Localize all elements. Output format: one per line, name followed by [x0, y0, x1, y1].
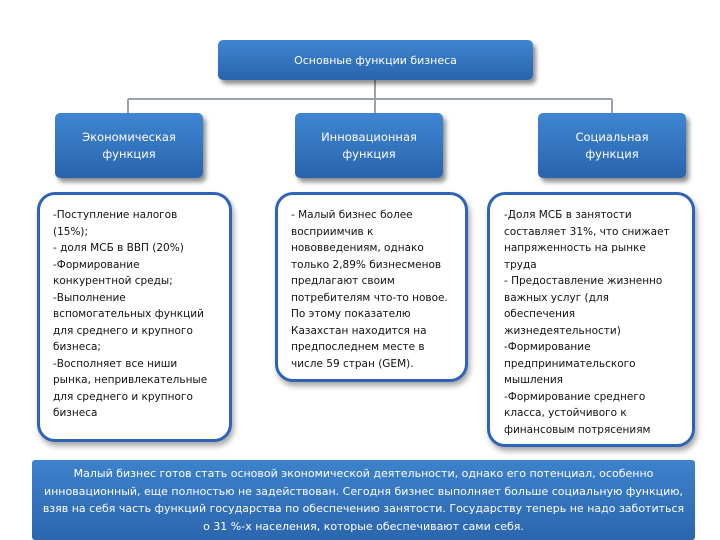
social-function-box	[538, 113, 686, 178]
innovation-function-title: Инновационная функция	[321, 129, 417, 161]
innovation-function-details: - Малый бизнес более восприимчив к нововведениям, однако только 2,89% бизнесменов предлагают своим потребителям что-то новое. По этому показателю Казахстан находится на предпоследнем месте в числе 59 стран (GEM).	[275, 192, 468, 382]
economic-function-details: -Поступление налогов (15%); - доля МСБ в ВВП (20%) -Формирование конкурентной среды; -Выполнение вспомогательных функций для среднего и крупного бизнеса; -Восполняет все ниши рынка, непривлекательные для среднего и крупного бизнеса	[37, 192, 232, 442]
summary-box	[32, 460, 695, 540]
economic-function-box	[55, 113, 203, 178]
summary-text: Малый бизнес готов стать основой экономической деятельности, однако его потенциал, особенно инновационный, еще полностью не задействован. Сегодня бизнес выполняет больше социальную функцию, взяв на себя часть функций государства по обеспечению занятости. Государству теперь не надо заботиться о 31 %-х населения, которые обеспечивают сами себя.	[42, 467, 685, 533]
social-function-title: Социальная функция	[575, 129, 649, 161]
main-functions-title: Основные функции бизнеса	[294, 53, 457, 67]
social-function-details: -Доля МСБ в занятости составляет 31%, что снижает напряженность на рынке труда - Предоставление жизненно важных услуг (для обеспечения жизнедеятельности) -Формирование предпринимательского мышления -Формирование среднего класса, устойчивого к финансовым потрясениям	[487, 192, 695, 447]
main-functions-box	[218, 40, 533, 80]
economic-function-title: Экономическая функция	[82, 129, 176, 161]
innovation-function-box	[295, 113, 443, 178]
